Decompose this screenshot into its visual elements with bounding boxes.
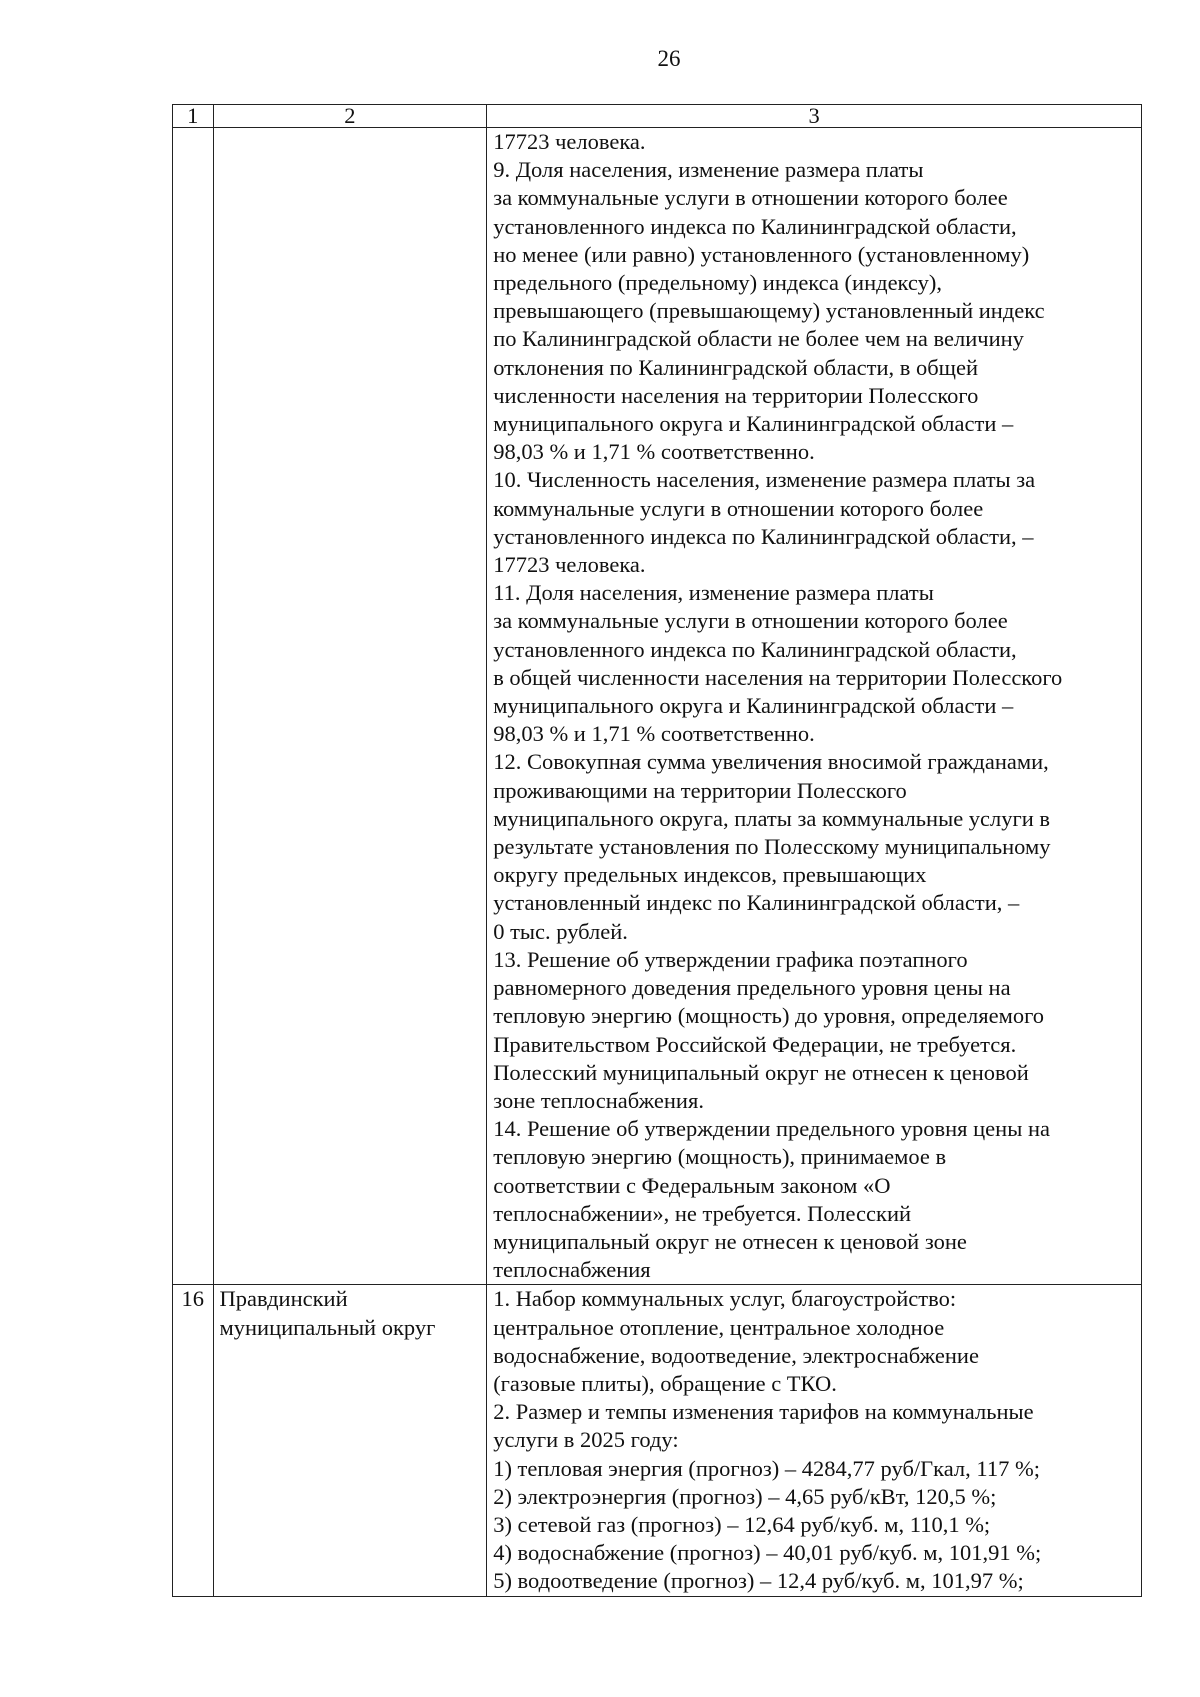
description-line: 4) водоснабжение (прогноз) – 40,01 руб/куб. м, 101,91 %; [493,1540,1042,1566]
municipality-name-line: муниципальный округ [219,1314,436,1340]
description-line: 17723 человека. [493,552,646,578]
description-line: в общей численности населения на территории Полесского [493,664,1063,690]
description-line: округу предельных индексов, превышающих [493,862,927,888]
description-line: центральное отопление, центральное холодное [493,1314,945,1340]
description-line: муниципального округа и Калининградской области – [493,411,1014,437]
description-line: 2) электроэнергия (прогноз) – 4,65 руб/кВт, 120,5 %; [493,1483,997,1509]
row-number-cell: 16 [173,1285,214,1596]
description-line: численности населения на территории Полесского [493,382,979,408]
description-line: 9. Доля населения, изменение размера платы [493,157,924,183]
column-header-1: 1 [173,105,214,128]
description-line: 13. Решение об утверждении графика поэтапного [493,946,968,972]
description-line: 5) водоотведение (прогноз) – 12,4 руб/куб. м, 101,97 %; [493,1568,1024,1594]
municipality-name-line: Правдинский [219,1286,348,1312]
description-line: 3) сетевой газ (прогноз) – 12,64 руб/куб. м, 110,1 %; [493,1511,991,1537]
description-line: 12. Совокупная сумма увеличения вносимой гражданами, [493,749,1049,775]
description-line: (газовые плиты), обращение с ТКО. [493,1370,837,1396]
description-line: муниципального округа и Калининградской области – [493,693,1014,719]
description-line: предельного (предельному) индекса (индексу), [493,270,942,296]
description-line: установленного индекса по Калининградской области, – [493,523,1034,549]
description-line: 11. Доля населения, изменение размера платы [493,580,934,606]
column-header-3: 3 [487,105,1142,128]
row-number-cell [173,128,214,1285]
description-line: по Калининградской области не более чем на величину [493,326,1024,352]
description-line: превышающего (превышающему) установленный индекс [493,298,1045,324]
description-line: отклонения по Калининградской области, в общей [493,354,979,380]
description-line: муниципального округа, платы за коммунальные услуги в [493,805,1051,831]
description-line: установленный индекс по Калининградской области, – [493,890,1020,916]
document-table [172,104,1142,1597]
description-line: 98,03 % и 1,71 % соответственно. [493,439,815,465]
description-line: тепловую энергию (мощность) до уровня, определяемого [493,1003,1045,1029]
description-line: 1. Набор коммунальных услуг, благоустройство: [493,1286,957,1312]
description-line: установленного индекса по Калининградской области, [493,213,1017,239]
description-line: 14. Решение об утверждении предельного уровня цены на [493,1116,1050,1142]
header-row [173,105,1142,128]
description-cell [487,1285,1142,1596]
description-line: 10. Численность населения, изменение размера платы за [493,467,1036,493]
description-line: 0 тыс. рублей. [493,918,628,944]
table-row [173,1285,1142,1596]
description-line: услуги в 2025 году: [493,1427,679,1453]
description-line: равномерного доведения предельного уровня цены на [493,975,1011,1001]
description-line: муниципальный округ не отнесен к ценовой зоне [493,1228,967,1254]
description-line: проживающими на территории Полесского [493,777,907,803]
description-line: 17723 человека. [493,129,646,154]
description-line: за коммунальные услуги в отношении которого более [493,185,1008,211]
description-line: установленного индекса по Калининградской области, [493,636,1017,662]
description-line: водоснабжение, водоотведение, электроснабжение [493,1342,979,1368]
description-line: Полесский муниципальный округ не отнесен к ценовой [493,1059,1029,1085]
description-line: зоне теплоснабжения. [493,1087,704,1113]
description-line: 1) тепловая энергия (прогноз) – 4284,77 руб/Гкал, 117 %; [493,1455,1040,1481]
description-line: теплоснабжении», не требуется. Полесский [493,1200,912,1226]
municipality-cell [213,1285,487,1596]
table-row [173,128,1142,1285]
description-line: соответствии с Федеральным законом «О [493,1172,891,1198]
page-number: 26 [657,46,681,71]
description-line: 98,03 % и 1,71 % соответственно. [493,721,815,747]
description-line: теплоснабжения [493,1257,651,1283]
description-line: результате установления по Полесскому муниципальному [493,834,1051,860]
description-cell [487,128,1142,1285]
description-line: но менее (или равно) установленного (установленному) [493,241,1030,267]
municipality-cell [213,128,487,1285]
description-line: за коммунальные услуги в отношении которого более [493,608,1008,634]
column-header-2: 2 [213,105,487,128]
description-line: коммунальные услуги в отношении которого более [493,495,984,521]
description-line: Правительством Российской Федерации, не требуется. [493,1031,1017,1057]
description-line: 2. Размер и темпы изменения тарифов на коммунальные [493,1399,1034,1425]
description-line: тепловую энергию (мощность), принимаемое в [493,1144,947,1170]
